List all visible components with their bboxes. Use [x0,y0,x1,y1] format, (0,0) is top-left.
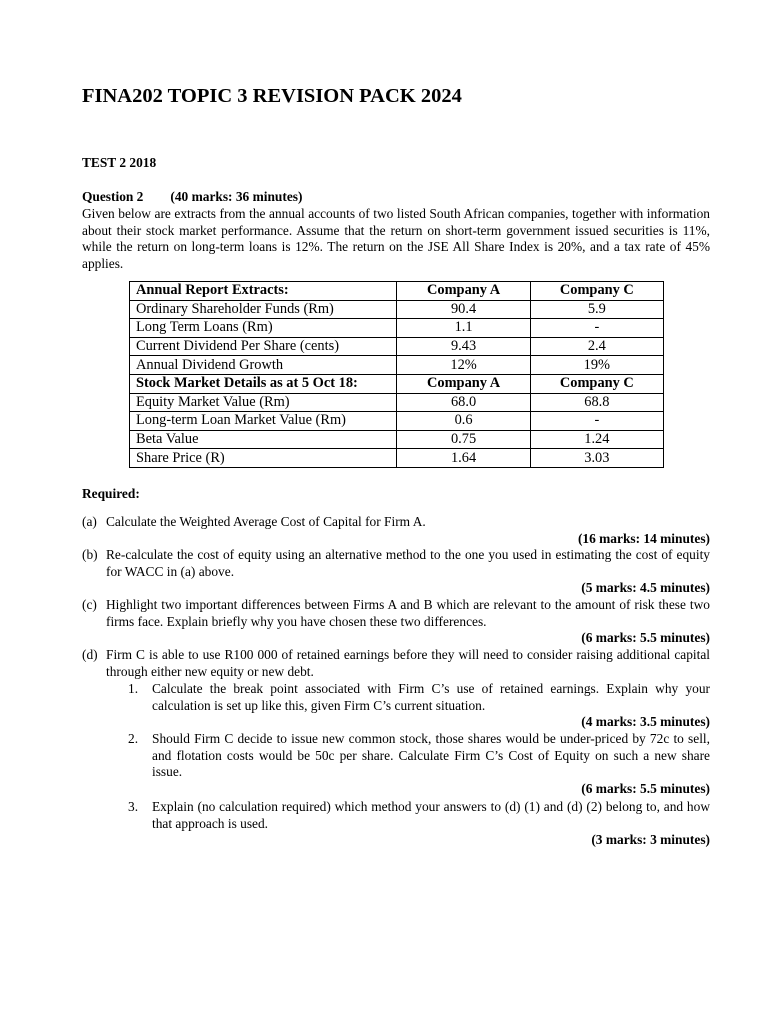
question-b [82,547,710,597]
question-c-marks: (6 marks: 5.5 minutes) [581,630,710,646]
row-label-cell: Share Price (R) [130,449,397,468]
row-label-cell: Ordinary Shareholder Funds (Rm) [130,300,397,319]
question-c [82,597,710,647]
table-body [130,282,664,468]
row-label-cell: Long Term Loans (Rm) [130,319,397,338]
question-d3-label: 3. [128,799,139,814]
table-row [130,319,664,338]
question-c-label: (c) [82,597,97,612]
question-d-text: Firm C is able to use R100 000 of retained earnings before they will need to consider raising additional capital through either new equity or new debt. [106,647,710,679]
company-c-cell: 3.03 [530,449,663,468]
company-a-cell: 12% [397,356,530,375]
question-d1-marks: (4 marks: 3.5 minutes) [581,714,710,730]
table-row [130,356,664,375]
row-label-cell: Annual Report Extracts: [130,282,397,301]
row-label-cell: Current Dividend Per Share (cents) [130,337,397,356]
company-c-cell: 68.8 [530,393,663,412]
table-row [130,300,664,319]
table-header-row [130,374,664,393]
document-title: FINA202 TOPIC 3 REVISION PACK 2024 [82,85,462,107]
question-d1 [128,681,710,731]
company-a-cell: 9.43 [397,337,530,356]
company-a-cell: 1.64 [397,449,530,468]
table-row [130,430,664,449]
question-d1-label: 1. [128,681,139,696]
table-row [130,412,664,431]
question-heading [82,189,302,206]
question-a-marks: (16 marks: 14 minutes) [577,530,710,546]
question-d [82,647,710,680]
company-c-cell: 19% [530,356,663,375]
question-d3-text: Explain (no calculation required) which method your answers to (d) (1) and (d) (2) belong to, and how that approach is used. [152,799,710,831]
row-label-cell: Stock Market Details as at 5 Oct 18: [130,374,397,393]
test-heading: TEST 2 2018 [82,155,157,170]
question-d1-text: Calculate the break point associated with Firm C’s use of retained earnings. Explain why your calculation is set up like this, given Firm C’s current situation. [152,681,710,713]
company-c-cell: Company C [530,374,663,393]
table-row [130,393,664,412]
company-a-cell: Company A [397,282,530,301]
company-data-table [129,281,664,468]
question-c-text: Highlight two important differences between Firms A and B which are relevant to the amount of risk these two firms face. Explain briefly why you have chosen these two differences. [106,597,710,629]
question-label: Question 2 [82,189,144,204]
question-d2-label: 2. [128,731,139,746]
question-b-text: Re-calculate the cost of equity using an alternative method to the one you used in estimating the cost of equity for WACC in (a) above. [106,547,710,579]
company-a-cell: 0.75 [397,430,530,449]
question-d-label: (d) [82,647,98,662]
question-d3-marks: (3 marks: 3 minutes) [591,832,710,848]
company-c-cell: 2.4 [530,337,663,356]
company-a-cell: 0.6 [397,412,530,431]
question-a-text: Calculate the Weighted Average Cost of Capital for Firm A. [106,514,426,529]
question-a-label: (a) [82,514,97,529]
row-label-cell: Long-term Loan Market Value (Rm) [130,412,397,431]
company-c-cell: - [530,319,663,338]
company-a-cell: 68.0 [397,393,530,412]
question-intro: Given below are extracts from the annual accounts of two listed South African companies, together with information about their stock market performance. Assume that the return on short-term government issued securities is 11%, while the return on long-term loans is 12%. The return on the JSE All Share Index is 20%, and a tax rate of 45% applies. [82,206,710,271]
company-a-cell: 1.1 [397,319,530,338]
company-a-cell: Company A [397,374,530,393]
table-row [130,449,664,468]
question-d2 [128,731,710,797]
company-a-cell: 90.4 [397,300,530,319]
company-c-cell: 5.9 [530,300,663,319]
required-heading: Required: [82,486,140,501]
table-header-row [130,282,664,301]
company-c-cell: Company C [530,282,663,301]
company-c-cell: - [530,412,663,431]
question-b-label: (b) [82,547,98,562]
row-label-cell: Equity Market Value (Rm) [130,393,397,412]
question-d2-marks: (6 marks: 5.5 minutes) [581,780,710,796]
question-marks: (40 marks: 36 minutes) [170,189,303,204]
question-d3 [128,799,710,849]
table-row [130,337,664,356]
row-label-cell: Beta Value [130,430,397,449]
company-c-cell: 1.24 [530,430,663,449]
row-label-cell: Annual Dividend Growth [130,356,397,375]
question-d2-text: Should Firm C decide to issue new common stock, those shares would be under-priced by 72c to sell, and flotation costs would be 50c per share. Calculate Firm C’s Cost of Equity on such a new share issue. [152,731,710,780]
question-b-marks: (5 marks: 4.5 minutes) [581,580,710,596]
question-a [82,514,710,547]
